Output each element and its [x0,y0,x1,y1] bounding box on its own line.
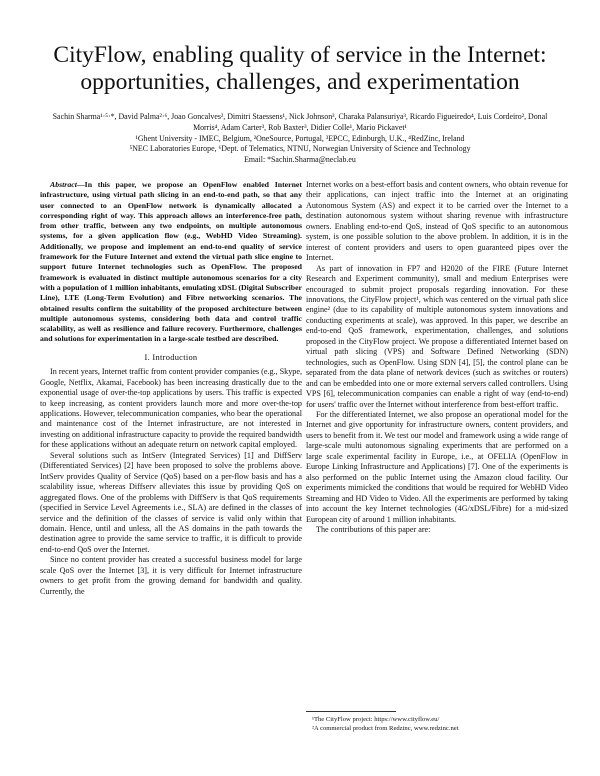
affiliations-line-2: ⁵NEC Laboratories Europe, ⁶Dept. of Telematics, NTNU, Norwegian University of Science and Technology [129,144,471,154]
abstract [40,180,302,345]
author-names: Sachin Sharma¹·⁵·*, David Palma²·⁶, Joao Goncalves², Dimitri Staessens¹, Nick Johnson³, Charaka Palansuriya³, Ricardo Figueiredo⁴, Luis Cordeiro², Donal Morris⁴, Adam Carter³, Rob Baxter³, Didier Colle¹, Mario Pickavet¹ [52,112,548,132]
contributions-intro: The contributions of this paper are: [316,524,431,534]
intro-paragraph-3: Since no content provider has created a successful business model for large scale QoS over the Internet [3], it is very difficult for Internet infrastructure owners to get profit from the growing demand for bandwidth and quality. Currently, the [40,555,302,596]
intro-paragraph-1: In recent years, Internet traffic from content provider companies (e.g., Skype, Google, Netflix, Akamai, Facebook) has been increasing drastically due to the exponential usage of over-the-top applications by users. This traffic is expected to keep increasing, as content providers launch more and more over-the-top applications. However, telecommunication companies, who bear the operational and maintenance cost of the Internet infrastructure, are not interested in investing on additional infrastructure capacity to provide the required bandwidth for these applications without an adequate return on network capital employed. [40,367,302,450]
intro-paragraph-4: As part of innovation in FP7 and H2020 of the FIRE (Future Internet Research and Experiment community), small and medium Enterprises were encouraged to submit project proposals regarding innovation. For these innovations, the CityFlow project¹, which was centered on the virtual path slice engine² (due to its capability of multiple autonomous system innovations and conducting experiments at scale), was approved. In this paper, we describe an end-to-end QoS framework, experimentation, challenges, and solutions proposed in the CityFlow project. We propose a differentiated Internet based on virtual path slicing (VPS) and Software Defined Networking (SDN) technologies, such as OpenFlow. Using SDN [4], [5], the control plane can be separated from the data plane of network devices (such as switches or routers) and can be embedded into one or more external servers called controllers. Using VPS [6], telecommunication companies can enable a right of way (end-to-end) for users' traffic over the Internet without interference from best-effort traffic. [306,263,568,409]
affiliations-line-1: ¹Ghent University - IMEC, Belgium, ²OneSource, Portugal, ³EPCC, Edinburgh, U.K., ⁴RedZinc, Ireland [135,133,465,143]
right-column [306,180,568,535]
footnote-2: ²A commercial product from Redzinc, www.redzinc.net [312,725,459,732]
footnotes [306,711,568,733]
intro-paragraph-5: For the differentiated Internet, we also propose an operational model for the Internet and give opportunity for infrastructure owners, content providers, and users to benefit from it. We test our model and framework using a wide range of large-scale multi autonomous signaling experiments that are performed on a large scale experimental facility in Europe, i.e., at OFELIA (OpenFlow in Europe Linking Infrastructure and Applications) [7]. One of the experiments is also performed on the public Internet using the Amazon cloud facility. Our experiments mimicked the conditions that would be required for WebHD Video Streaming and HD Video to Video. All the experiments are performed by taking into account the key Internet technologies (4G/xDSL/Fibre) for a mid-sized European city of around 1 million inhabitants. [306,409,568,524]
abstract-label: Abstract [50,180,77,189]
intro-paragraph-2: Several solutions such as IntServ (Integrated Services) [1] and DiffServ (Differentiated Services) [2] have been proposed to solve the problems above. IntServ provides Quality of Service (QoS) based on a per-flow basis and has a scalability issue, whereas Diffserv alleviates this issue by providing QoS on aggregated flows. One of the problems with DiffServ is that QoS requirements (specified in Service Level Agreements i.e., SLA) are defined in the classes of service and the definition of the classes of service is valid only within that domain. Hence, until and unless, all the AS domains in the path towards the destination agree to provide the same service to traffic, it is difficult to provide end-to-end QoS over the Internet. [40,450,302,554]
author-email: Email: *Sachin.Sharma@neclab.eu [244,155,356,165]
paper-title: CityFlow, enabling quality of service in the Internet: opportunities, challenges, and experimentation [53,42,547,95]
left-column [40,180,302,597]
abstract-text: —In this paper, we propose an OpenFlow enabled Internet infrastructure, using virtual path slicing in an end-to-end path, so that any user connected to an OpenFlow network is dynamically allocated a corresponding right of way. This approach allows an interference-free path, from other traffic, between any two endpoints, on multiple autonomous systems, for a given application flow (e.g., WebHD Video Streaming). Additionally, we propose and implement an end-to-end quality of service framework for the Future Internet and extend the virtual path slice engine to support future Internet technologies such as OpenFlow. The proposed framework is evaluated in distinct multiple autonomous scenarios for a city with a population of 1 million inhabitants, emulating xDSL (Digital Subscriber Line), LTE (Long-Term Evolution) and Fibre networking scenarios. The obtained results confirm the suitability of the proposed architecture between multiple autonomous systems, considering both data and control traffic scalability, as well as resilience and failure recovery. Furthermore, challenges and solutions for experimentation in a large-scale testbed are described. [40,180,302,344]
section-heading-introduction: I. Introduction [144,352,198,362]
footnote-divider [306,711,396,712]
footnote-1: ¹The CityFlow project: https://www.cityflow.eu/ [312,716,440,723]
author-block [40,112,560,166]
intro-paragraph-3-continued: Internet works on a best-effort basis and content owners, who obtain revenue for their applications, can inject traffic into the Internet at an originating Autonomous System (AS) and expect it to be carried over the Internet to a destination autonomous system without sharing revenue with infrastructure owners. Enabling end-to-end QoS, instead of QoS specific to an autonomous system, is one possible solution to the above problem. In addition, it is in the interest of content providers and users to open guaranteed pipes over the Internet. [306,180,568,263]
